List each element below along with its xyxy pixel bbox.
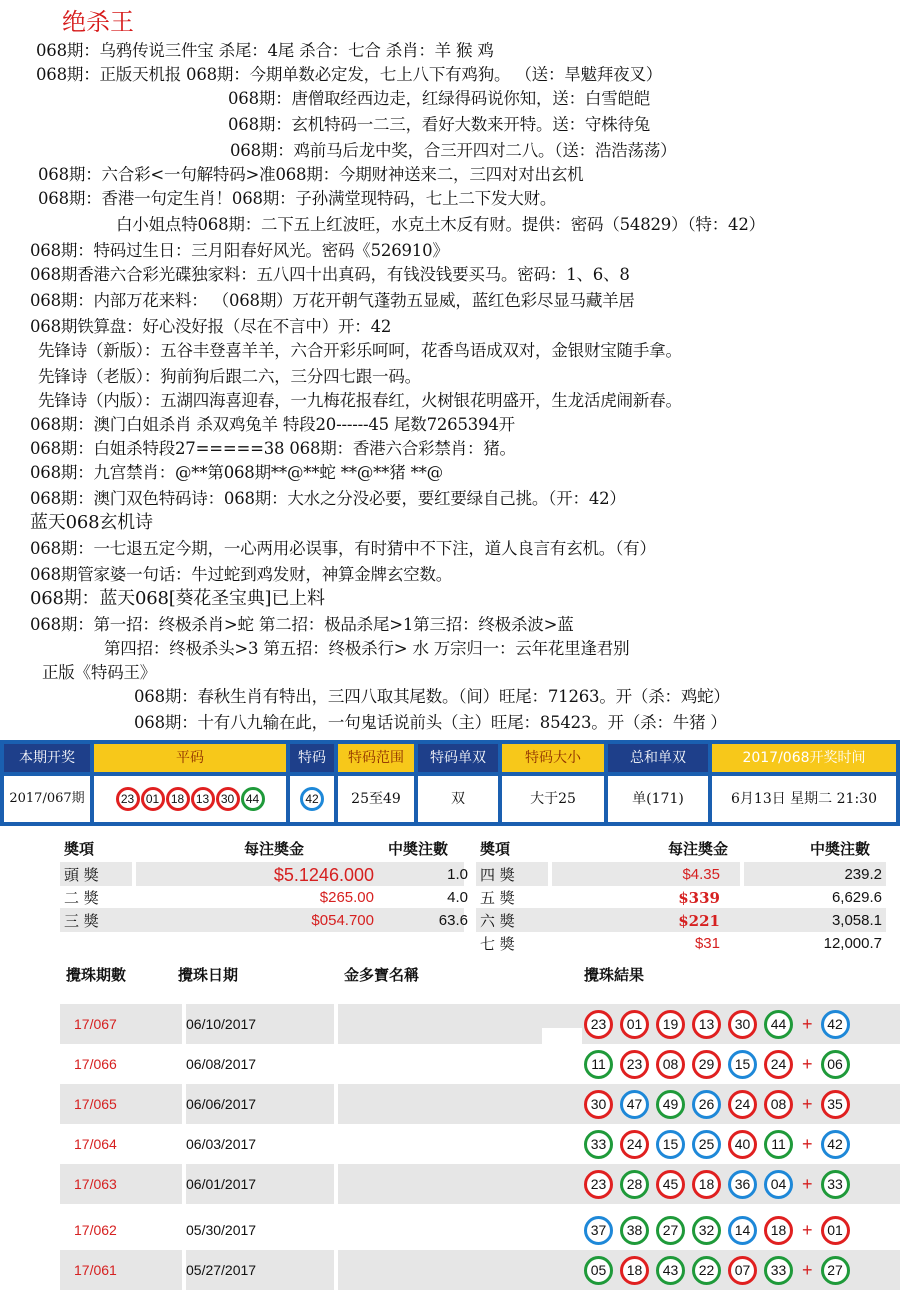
prediction-line: 蓝天068玄机诗 [30, 512, 153, 533]
prediction-line: 068期：玄机特码一二三，看好大数来开特。送：守株待兔 [228, 115, 651, 134]
number-ball: 27 [656, 1216, 685, 1245]
result-date: 05/27/2017 [186, 1262, 257, 1278]
table-row [60, 1164, 900, 1204]
number-ball: 28 [620, 1170, 649, 1199]
number-ball: 44 [764, 1010, 793, 1039]
number-ball: 05 [584, 1256, 613, 1285]
number-ball: 47 [620, 1090, 649, 1119]
results-header-name: 金多寶名稱 [344, 966, 420, 984]
draw-header: 特码单双 [418, 744, 498, 772]
prize-header-name: 奬項 [64, 840, 95, 858]
prediction-line: 068期铁算盘：好心没好报（尽在不言中）开：42 [30, 317, 392, 336]
special-ball: 42 [300, 787, 324, 811]
number-ball: 36 [728, 1170, 757, 1199]
prize-amount: $5.1246.000 [273, 865, 374, 885]
result-issue: 17/067 [74, 1016, 117, 1032]
prize-count: 3,058.1 [831, 912, 882, 929]
prediction-line: 068期香港六合彩光碟独家料：五八四十出真码，有钱没钱要买马。密码：1、6、8 [30, 265, 630, 284]
special-ball: 06 [821, 1050, 850, 1079]
number-ball: 49 [656, 1090, 685, 1119]
prize-row [480, 887, 890, 909]
results-header-result: 攪珠結果 [584, 966, 645, 984]
number-ball: 11 [764, 1130, 793, 1159]
prediction-line: 先锋诗（新版）：五谷丰登喜羊羊，六合开彩乐呵呵，花香鸟语成双对，金银财宝随手拿。 [38, 341, 682, 360]
result-balls [584, 1009, 857, 1039]
special-number [290, 776, 334, 822]
number-ball: 26 [692, 1090, 721, 1119]
result-balls [584, 1089, 857, 1119]
sum-odd-even: 单(171) [608, 776, 708, 822]
prediction-line: 068期管家婆一句话：牛过蛇到鸡发财，神算金牌玄空数。 [30, 565, 453, 584]
prediction-line: 第四招：终极杀头>3 第五招：终极杀行> 水 万宗归一：云年花里逢君别 [104, 639, 630, 658]
prediction-line: 068期：蓝天068[葵花圣宝典]已上料 [30, 588, 325, 609]
prize-name: 六 獎 [480, 912, 515, 930]
draw-header: 平码 [94, 744, 286, 772]
number-ball: 23 [584, 1010, 613, 1039]
prize-count: 63.6 [438, 912, 468, 929]
plus-sign: + [802, 1093, 813, 1114]
prize-header-amount: 每注奬金 [244, 840, 305, 858]
number-ball: 45 [656, 1170, 685, 1199]
draw-header: 总和单双 [608, 744, 708, 772]
prize-row [64, 887, 474, 909]
prize-row [64, 864, 474, 886]
prize-name: 四 獎 [480, 866, 515, 884]
result-issue: 17/063 [74, 1176, 117, 1192]
prize-header-count: 中奬注數 [388, 840, 449, 858]
prize-count: 4.0 [447, 889, 468, 906]
prize-name: 二 獎 [64, 889, 99, 907]
table-row [60, 1250, 900, 1290]
number-ball: 18 [166, 787, 190, 811]
prize-amount: $4.35 [682, 866, 720, 883]
results-header-issue: 攪珠期數 [66, 966, 127, 984]
number-ball: 04 [764, 1170, 793, 1199]
table-row [60, 1124, 900, 1164]
prediction-line: 068期：十有八九输在此，一句鬼话说前头（主）旺尾：85423。开（杀：牛猪 ） [134, 713, 727, 732]
number-ball: 40 [728, 1130, 757, 1159]
number-ball: 18 [620, 1256, 649, 1285]
special-odd-even: 双 [418, 776, 498, 822]
number-ball: 14 [728, 1216, 757, 1245]
prize-name: 五 獎 [480, 889, 515, 907]
draw-header: 特码范围 [338, 744, 414, 772]
special-ball: 01 [821, 1216, 850, 1245]
prediction-line: 068期：第一招：终极杀肖>蛇 第二招：极品杀尾>1第三招：终极杀波>蓝 [30, 615, 574, 634]
result-balls [584, 1215, 857, 1245]
plus-sign: + [802, 1219, 813, 1240]
result-issue: 17/062 [74, 1222, 117, 1238]
prediction-line: 068期：春秋生肖有特出，三四八取其尾数。（间）旺尾：71263。开（杀：鸡蛇） [134, 687, 730, 706]
number-ball: 18 [692, 1170, 721, 1199]
table-row [60, 1044, 900, 1084]
number-ball: 30 [728, 1010, 757, 1039]
prediction-line: 068期：白姐杀特段27=====38 068期：香港六合彩禁肖：猪。 [30, 439, 516, 458]
results-header-date: 攪珠日期 [178, 966, 239, 984]
result-issue: 17/065 [74, 1096, 117, 1112]
prize-header-name: 奬項 [480, 840, 511, 858]
special-range: 25至49 [338, 776, 414, 822]
prediction-line: 068期：鸡前马后龙中奖，合三开四对二八。（送：浩浩荡荡） [230, 141, 677, 160]
plus-sign: + [802, 1133, 813, 1154]
prediction-line: 068期：乌鸦传说三件宝 杀尾：4尾 杀合：七合 杀肖：羊 猴 鸡 [36, 41, 494, 60]
prediction-line: 068期：特码过生日：三月阳春好风光。密码《526910》 [30, 241, 449, 260]
prediction-line: 068期：六合彩<一句解特码>准068期：今期财神送来二，三四对对出玄机 [38, 165, 584, 184]
prize-row [480, 933, 890, 955]
special-ball: 35 [821, 1090, 850, 1119]
number-ball: 30 [216, 787, 240, 811]
prize-amount: $221 [678, 912, 720, 930]
number-ball: 24 [764, 1050, 793, 1079]
result-balls [584, 1049, 857, 1079]
result-issue: 17/064 [74, 1136, 117, 1152]
prediction-line: 正版《特码王》 [42, 663, 157, 682]
plus-sign: + [802, 1259, 813, 1280]
prize-row [64, 910, 474, 932]
plus-sign: + [802, 1013, 813, 1034]
table-row [60, 1210, 900, 1250]
number-ball: 08 [656, 1050, 685, 1079]
number-ball: 13 [191, 787, 215, 811]
special-ball: 42 [821, 1130, 850, 1159]
draw-header: 本期开奖 [4, 744, 90, 772]
result-date: 06/08/2017 [186, 1056, 257, 1072]
result-date: 06/01/2017 [186, 1176, 257, 1192]
result-balls [584, 1255, 857, 1285]
prediction-line: 068期：香港一句定生肖！068期：子孙满堂现特码，七上二下发大财。 [38, 189, 557, 208]
prize-name: 頭 獎 [64, 866, 99, 884]
number-ball: 11 [584, 1050, 613, 1079]
result-issue: 17/066 [74, 1056, 117, 1072]
prize-count: 1.0 [447, 866, 468, 883]
prediction-line: 068期：内部万花来料： （068期）万花开朝气蓬勃五显威，蓝红色彩尽显马藏羊居 [30, 291, 635, 310]
result-date: 06/06/2017 [186, 1096, 257, 1112]
result-date: 06/10/2017 [186, 1016, 257, 1032]
prediction-line: 白小姐点特068期：二下五上红波旺，水克土木反有财。提供：密码（54829）（特：42） [116, 215, 765, 234]
number-ball: 08 [764, 1090, 793, 1119]
prize-amount: $054.700 [311, 912, 374, 929]
prize-name: 七 獎 [480, 935, 515, 953]
number-ball: 30 [584, 1090, 613, 1119]
plus-sign: + [802, 1173, 813, 1194]
regular-numbers [94, 776, 286, 822]
prediction-line: 068期：澳门白姐杀肖 杀双鸡兔羊 特段20------45 尾数7265394开 [30, 415, 515, 434]
result-issue: 17/061 [74, 1262, 117, 1278]
prediction-line: 068期：九宫禁肖：@**第068期**@**蛇 **@**猪 **@ [30, 463, 443, 482]
prediction-line: 068期：澳门双色特码诗：068期：大水之分没必要，要红要绿自己挑。（开：42） [30, 489, 626, 508]
number-ball: 29 [692, 1050, 721, 1079]
number-ball: 07 [728, 1256, 757, 1285]
page-title: 绝杀王 [62, 8, 134, 36]
draw-header: 特码大小 [502, 744, 604, 772]
draw-header: 2017/068开奖时间 [712, 744, 896, 772]
prize-count: 239.2 [844, 866, 882, 883]
prize-header-count: 中奬注數 [810, 840, 871, 858]
plus-sign: + [802, 1053, 813, 1074]
number-ball: 37 [584, 1216, 613, 1245]
number-ball: 15 [728, 1050, 757, 1079]
number-ball: 33 [764, 1256, 793, 1285]
table-row [60, 1084, 900, 1124]
result-balls [584, 1169, 857, 1199]
prediction-line: 先锋诗（老版）：狗前狗后跟二六，三分四七跟一码。 [38, 367, 421, 386]
prize-amount: $339 [678, 889, 720, 907]
prize-row [480, 910, 890, 932]
number-ball: 01 [620, 1010, 649, 1039]
draw-header: 特码 [290, 744, 334, 772]
number-ball: 23 [584, 1170, 613, 1199]
number-ball: 32 [692, 1216, 721, 1245]
prize-name: 三 獎 [64, 912, 99, 930]
result-date: 06/03/2017 [186, 1136, 257, 1152]
number-ball: 33 [584, 1130, 613, 1159]
number-ball: 15 [656, 1130, 685, 1159]
number-ball: 13 [692, 1010, 721, 1039]
number-ball: 01 [141, 787, 165, 811]
prediction-line: 068期：正版天机报 068期：今期单数必定发，七上八下有鸡狗。 （送：旱魃拜夜叉） [36, 65, 663, 84]
table-row [60, 1004, 900, 1044]
number-ball: 24 [620, 1130, 649, 1159]
number-ball: 43 [656, 1256, 685, 1285]
number-ball: 24 [728, 1090, 757, 1119]
number-ball: 23 [116, 787, 140, 811]
prize-row [480, 864, 890, 886]
number-ball: 25 [692, 1130, 721, 1159]
prize-amount: $31 [694, 935, 720, 952]
special-ball: 42 [821, 1010, 850, 1039]
number-ball: 19 [656, 1010, 685, 1039]
number-ball: 18 [764, 1216, 793, 1245]
prediction-line: 068期：唐僧取经西边走，红绿得码说你知，送：白雪皑皑 [228, 89, 651, 108]
prize-count: 6,629.6 [831, 889, 882, 906]
special-ball: 33 [821, 1170, 850, 1199]
prize-amount: $265.00 [319, 889, 374, 906]
number-ball: 44 [241, 787, 265, 811]
draw-issue: 2017/067期 [4, 776, 90, 822]
result-balls [584, 1129, 857, 1159]
prediction-line: 068期：一七退五定今期，一心两用必误事，有时猜中不下注，道人良言有玄机。（有） [30, 539, 656, 558]
number-ball: 23 [620, 1050, 649, 1079]
next-draw-time: 6月13日 星期二 21:30 [712, 776, 896, 822]
number-ball: 38 [620, 1216, 649, 1245]
special-ball: 27 [821, 1256, 850, 1285]
result-date: 05/30/2017 [186, 1222, 257, 1238]
special-size: 大于25 [502, 776, 604, 822]
prize-count: 12,000.7 [823, 935, 882, 952]
prediction-line: 先锋诗（内版）：五湖四海喜迎春，一九梅花报春红，火树银花明盛开，生龙活虎闹新春。 [38, 391, 682, 410]
prize-header-amount: 每注奬金 [668, 840, 729, 858]
number-ball: 22 [692, 1256, 721, 1285]
